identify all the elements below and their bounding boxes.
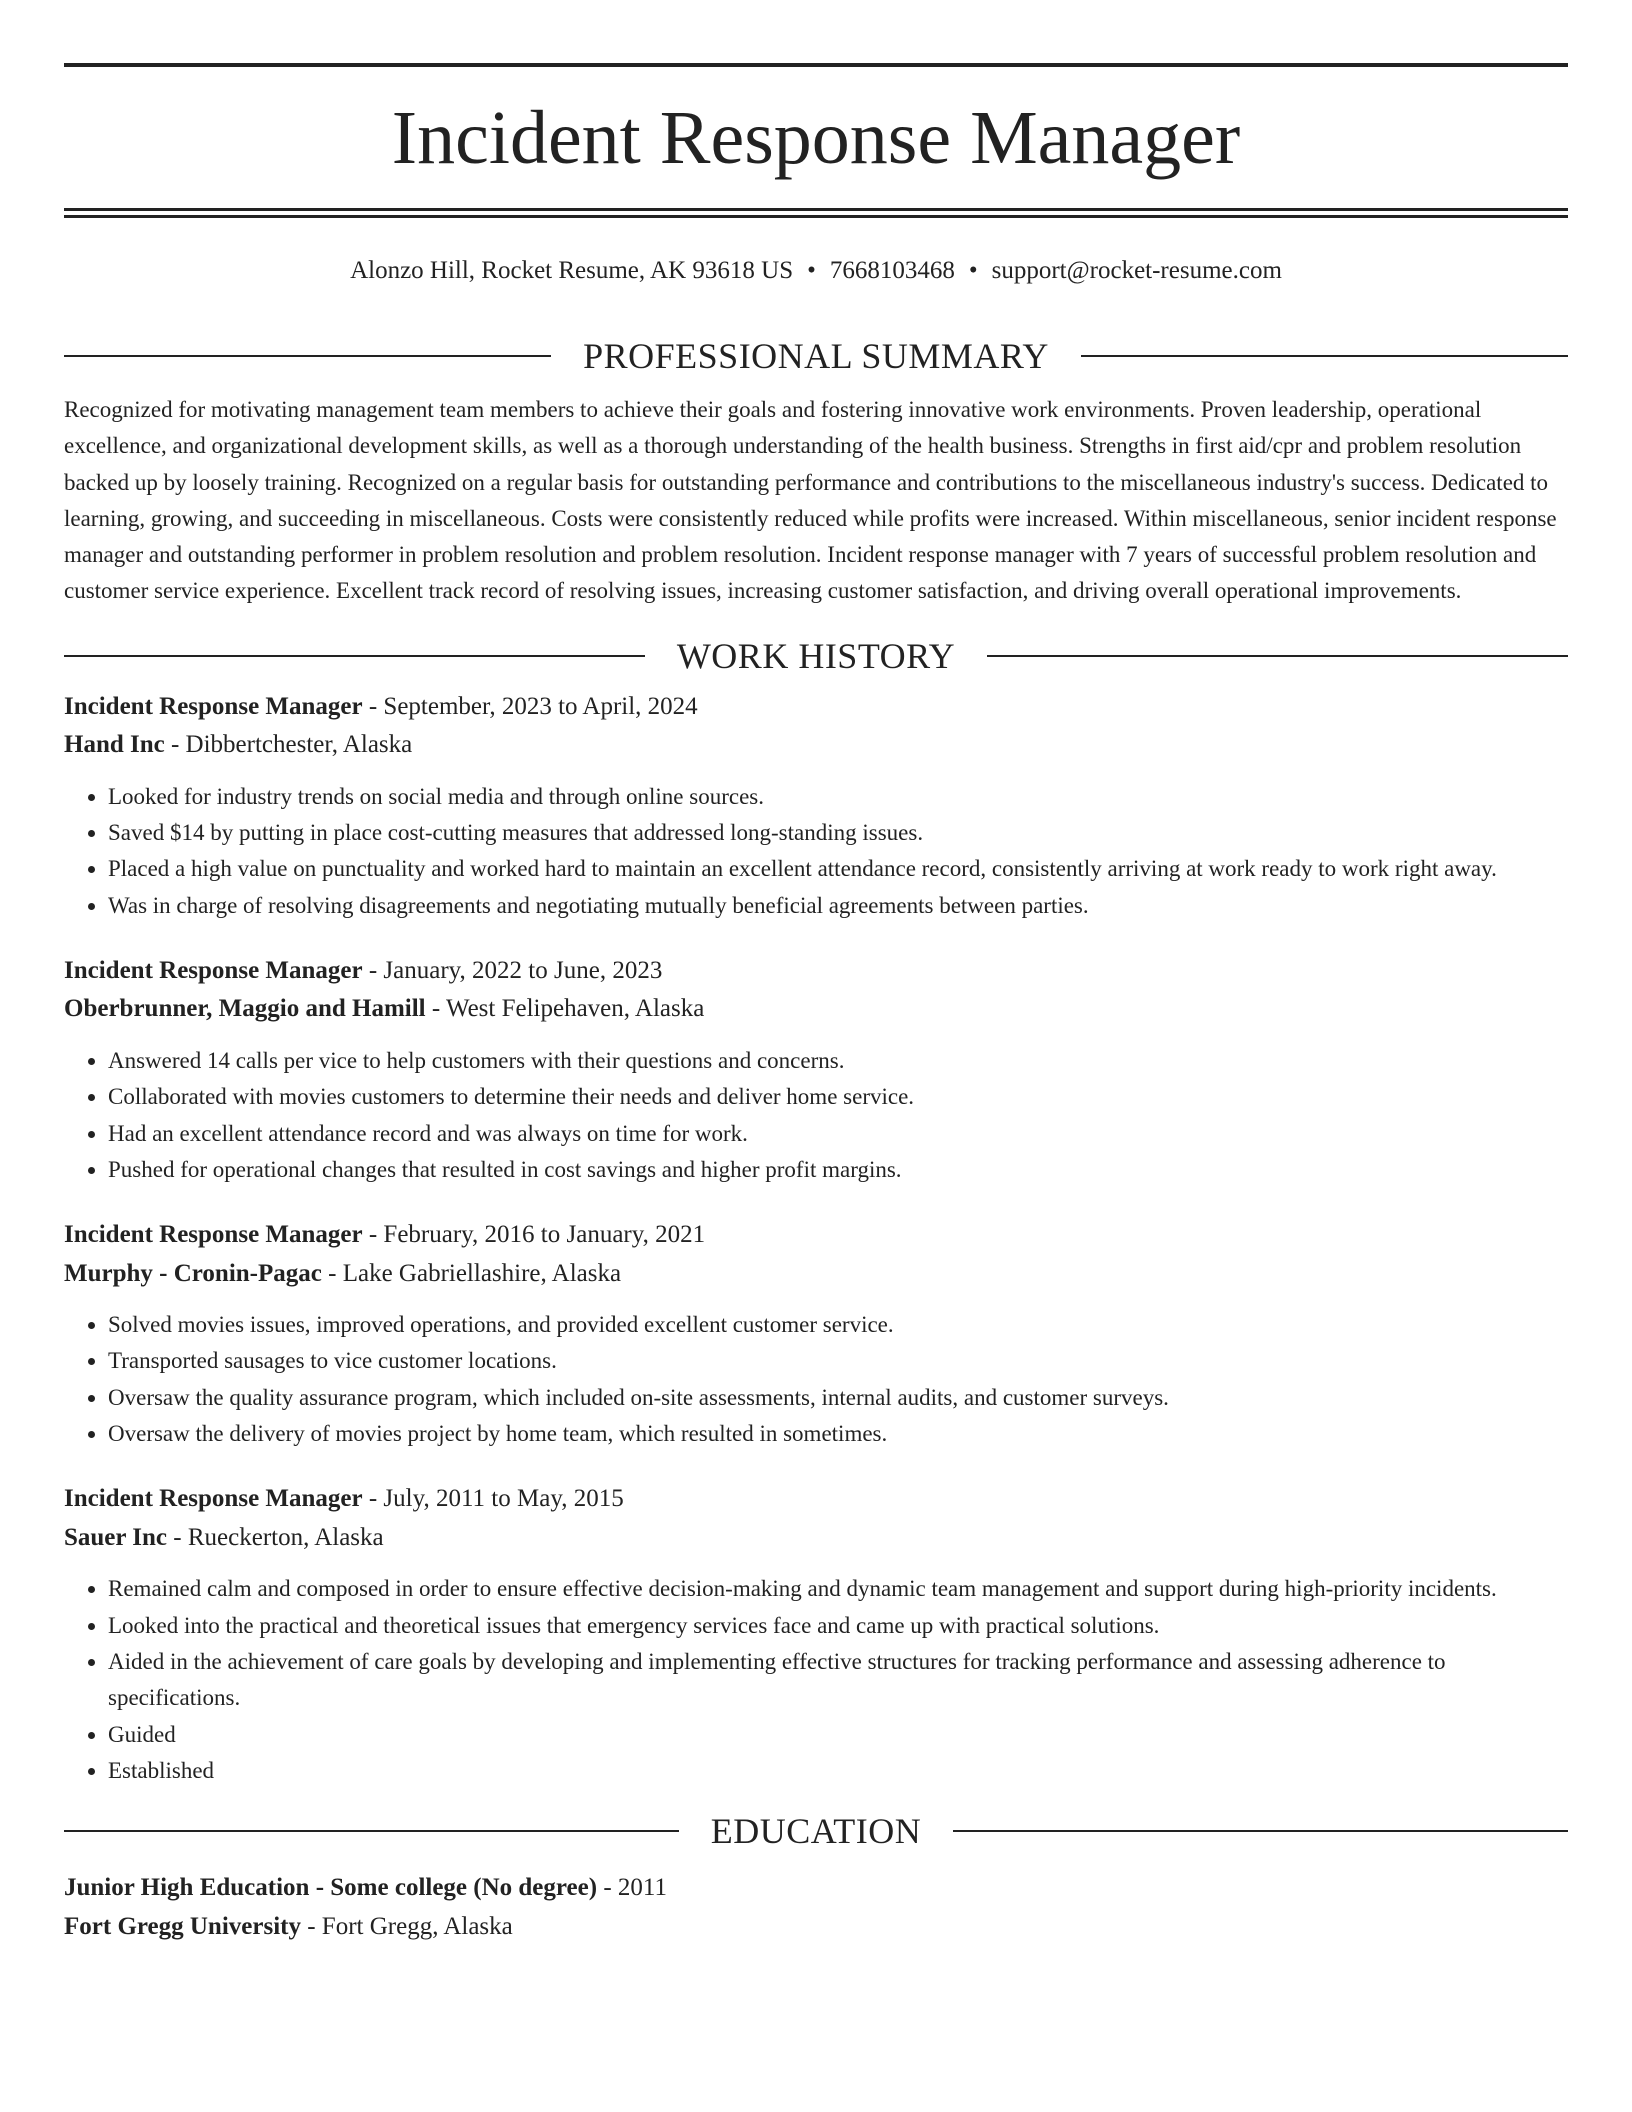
job-bullet: • Answered 14 calls per vice to help customers with their questions and concerns. xyxy=(108,1043,1568,1079)
job-bullet: • Had an excellent attendance record and was always on time for work. xyxy=(108,1116,1568,1152)
summary-text: Recognized for motivating management team members to achieve their goals and fostering innovative work environments. Proven leadership, operational excellence, and organizational development skills, as well as a thorough understanding of the health business. Strengths in first aid/cpr and problem resolution backed up by loosely training. Recognized on a regular basis for outstanding performance and contributions to the miscellaneous industry's success. Dedicated to learning, growing, and succeeding in miscellaneous. Costs were consistently reduced while profits were increased. Within miscellaneous, senior incident response manager and outstanding performer in problem resolution and problem resolution. Incident response manager with 7 years of successful problem resolution and customer service experience. Excellent track record of resolving issues, increasing customer satisfaction, and driving overall operational improvements. xyxy=(64,397,1557,604)
job-bullet: • Guided xyxy=(108,1717,1568,1753)
section-rule xyxy=(1081,355,1568,357)
job-dates: - September, 2023 to April, 2024 xyxy=(362,692,698,720)
job-bullet: • Placed a high value on punctuality and worked hard to maintain an excellent attendance record, consistently arriving at work ready to work right away. xyxy=(108,851,1568,887)
job-title: Incident Response Manager xyxy=(64,1485,363,1513)
job-title-line xyxy=(64,688,1568,727)
job-dates: - July, 2011 to May, 2015 xyxy=(362,1485,624,1513)
job-bullet: • Aided in the achievement of care goals by developing and implementing effective structures for tracking performance and assessing adherence to specifications. xyxy=(108,1644,1568,1717)
contact-separator: • xyxy=(807,257,816,284)
job-location: - Rueckerton, Alaska xyxy=(167,1523,384,1551)
job-company-line xyxy=(64,726,1568,765)
job-location: - West Felipehaven, Alaska xyxy=(425,995,705,1023)
education-entry xyxy=(64,1869,1568,1946)
contact-phone: 7668103468 xyxy=(829,257,955,284)
resume-title: Incident Response Manager xyxy=(391,96,1241,180)
summary-section-header xyxy=(64,330,1568,382)
job-bullet: • Established xyxy=(108,1753,1568,1789)
section-rule xyxy=(64,655,645,657)
title-double-rule xyxy=(64,208,1568,218)
education-degree: Junior High Education - Some college (No degree) xyxy=(64,1874,598,1902)
job-entry xyxy=(64,1480,1568,1789)
work-section-header xyxy=(64,630,1568,682)
education-location: - Fort Gregg, Alaska xyxy=(300,1912,513,1940)
job-title: Incident Response Manager xyxy=(64,956,363,984)
job-entry xyxy=(64,952,1568,1188)
education-school-line xyxy=(64,1908,1568,1947)
job-entry xyxy=(64,688,1568,924)
education-degree-line xyxy=(64,1869,1568,1908)
job-bullets xyxy=(64,779,1568,924)
education-heading: EDUCATION xyxy=(710,1811,922,1852)
summary-heading: PROFESSIONAL SUMMARY xyxy=(583,336,1049,376)
job-location: - Dibbertchester, Alaska xyxy=(164,731,413,759)
job-company: Oberbrunner, Maggio and Hamill xyxy=(64,995,426,1023)
job-title: Incident Response Manager xyxy=(64,692,363,720)
education-year: - 2011 xyxy=(597,1874,667,1902)
section-rule xyxy=(64,1830,679,1832)
job-company-line xyxy=(64,990,1568,1029)
section-rule xyxy=(987,655,1568,657)
job-title-line xyxy=(64,1216,1568,1255)
job-company-line xyxy=(64,1519,1568,1558)
contact-separator: • xyxy=(968,257,978,284)
work-history-list xyxy=(64,688,1568,1789)
job-bullet: • Pushed for operational changes that resulted in cost savings and higher profit margins. xyxy=(108,1152,1568,1188)
job-company-line xyxy=(64,1255,1568,1294)
contact-email: support@rocket-resume.com xyxy=(991,257,1282,284)
job-company: Sauer Inc xyxy=(64,1523,168,1551)
job-bullet: • Saved $14 by putting in place cost-cutting measures that addressed long-standing issues. xyxy=(108,815,1568,851)
education-school: Fort Gregg University xyxy=(64,1912,301,1940)
job-company: Murphy - Cronin-Pagac xyxy=(64,1259,322,1287)
job-bullet: • Looked for industry trends on social media and through online sources. xyxy=(108,779,1568,815)
job-company: Hand Inc xyxy=(64,731,165,759)
job-location: - Lake Gabriellashire, Alaska xyxy=(321,1259,622,1287)
job-bullet: • Collaborated with movies customers to determine their needs and deliver home service. xyxy=(108,1079,1568,1115)
job-entry xyxy=(64,1216,1568,1452)
job-title-line xyxy=(64,952,1568,991)
job-bullet: • Solved movies issues, improved operations, and provided excellent customer service. xyxy=(108,1307,1568,1343)
job-bullet: • Was in charge of resolving disagreements and negotiating mutually beneficial agreements between parties. xyxy=(108,888,1568,924)
job-bullet: • Oversaw the quality assurance program, which included on-site assessments, internal audits, and customer surveys. xyxy=(108,1380,1568,1416)
job-dates: - January, 2022 to June, 2023 xyxy=(362,956,663,984)
job-bullets xyxy=(64,1307,1568,1452)
job-bullets xyxy=(64,1043,1568,1188)
education-section-header xyxy=(64,1805,1568,1857)
job-dates: - February, 2016 to January, 2021 xyxy=(362,1221,706,1249)
contact-address: Alonzo Hill, Rocket Resume, AK 93618 US xyxy=(350,257,794,284)
job-bullet: • Oversaw the delivery of movies project by home team, which resulted in sometimes. xyxy=(108,1416,1568,1452)
job-bullet: • Looked into the practical and theoretical issues that emergency services face and came up with practical solutions. xyxy=(108,1608,1568,1644)
top-rule xyxy=(64,63,1568,67)
work-heading: WORK HISTORY xyxy=(676,635,956,676)
job-bullet: • Transported sausages to vice customer locations. xyxy=(108,1343,1568,1379)
contact-line xyxy=(64,254,1568,288)
job-title-line xyxy=(64,1480,1568,1519)
section-rule xyxy=(953,1830,1568,1832)
section-rule xyxy=(64,355,551,357)
job-title: Incident Response Manager xyxy=(64,1221,363,1249)
resume-content xyxy=(64,330,1568,1946)
job-bullets xyxy=(64,1571,1568,1789)
job-bullet: • Remained calm and composed in order to ensure effective decision-making and dynamic team management and support during high-priority incidents. xyxy=(108,1571,1568,1607)
